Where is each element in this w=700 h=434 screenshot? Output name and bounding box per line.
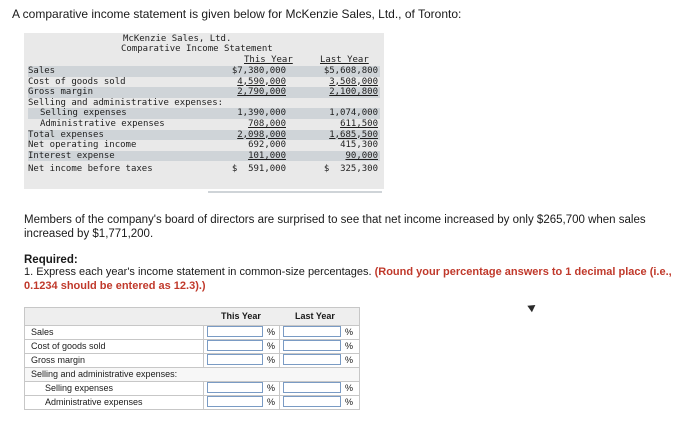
stmt-row-selling: Selling expenses 1,390,000 1,074,000: [28, 108, 380, 119]
sales-last-year-input[interactable]: [283, 326, 341, 337]
gross-margin-last-year-input[interactable]: [283, 354, 341, 365]
company-name: McKenzie Sales, Ltd.: [123, 34, 232, 44]
rounding-hint: (Round your percentage answers to 1 decimal place (i.e., 0.1234 should be entered as 12.3).): [24, 266, 672, 292]
answer-col-this-year: This Year: [221, 311, 261, 321]
admin-this-year-input[interactable]: [207, 396, 263, 407]
answer-col-last-year: Last Year: [295, 311, 335, 321]
admin-last-year-input[interactable]: [283, 396, 341, 407]
required-text: 1. Express each year's income statement in common-size percentages.: [24, 266, 372, 278]
selling-this-year-input[interactable]: [207, 382, 263, 393]
stmt-row-gross-margin: Gross margin 2,790,000 2,100,800: [28, 87, 378, 98]
intro-text: A comparative income statement is given below for McKenzie Sales, Ltd., of Toronto:: [12, 7, 462, 21]
stmt-row-sga-header: Selling and administrative expenses:: [28, 97, 224, 108]
gross-margin-this-year-input[interactable]: [207, 354, 263, 365]
stmt-row-cogs: Cost of goods sold 4,590,000 3,508,000: [28, 76, 378, 87]
sales-this-year-input[interactable]: [207, 326, 263, 337]
double-underline: [208, 191, 382, 193]
answer-row-cogs: Cost of goods sold % %: [24, 340, 360, 354]
stmt-row-admin: Administrative expenses 708,000 611,500: [40, 119, 378, 129]
cogs-this-year-input[interactable]: [207, 340, 263, 351]
stmt-row-net-operating: Net operating income 692,000 415,300: [28, 140, 378, 151]
statement-title: Comparative Income Statement: [121, 44, 273, 54]
mouse-cursor-icon: [527, 302, 537, 313]
answer-table: [24, 307, 360, 410]
col-last-year: Last Year: [320, 55, 369, 65]
cogs-last-year-input[interactable]: [283, 340, 341, 351]
stmt-row-interest: Interest expense 101,000 90,000: [28, 150, 378, 161]
answer-row-sga-header: Selling and administrative expenses:: [24, 368, 360, 382]
answer-row-gross-margin: Gross margin % %: [24, 354, 360, 368]
stmt-row-net-income: Net income before taxes $ 591,000 $ 325,300: [28, 164, 378, 174]
context-paragraph: Members of the company's board of directors are surprised to see that net income increased by only $265,700 when sales increased by $1,771,200.: [24, 214, 646, 240]
col-this-year: This Year: [244, 55, 293, 65]
income-statement: [24, 33, 384, 189]
answer-row-sales: Sales % %: [24, 326, 360, 340]
answer-table-header: [24, 307, 360, 326]
required-heading: Required:: [24, 254, 78, 266]
answer-row-selling: Selling expenses % %: [24, 382, 360, 396]
answer-row-admin: Administrative expenses % %: [24, 396, 360, 410]
stmt-row-sales: Sales $7,380,000 $5,608,800: [28, 66, 378, 76]
required-instructions: [24, 266, 684, 293]
stmt-row-total-expenses: Total expenses 2,098,000 1,685,500: [28, 129, 378, 140]
selling-last-year-input[interactable]: [283, 382, 341, 393]
